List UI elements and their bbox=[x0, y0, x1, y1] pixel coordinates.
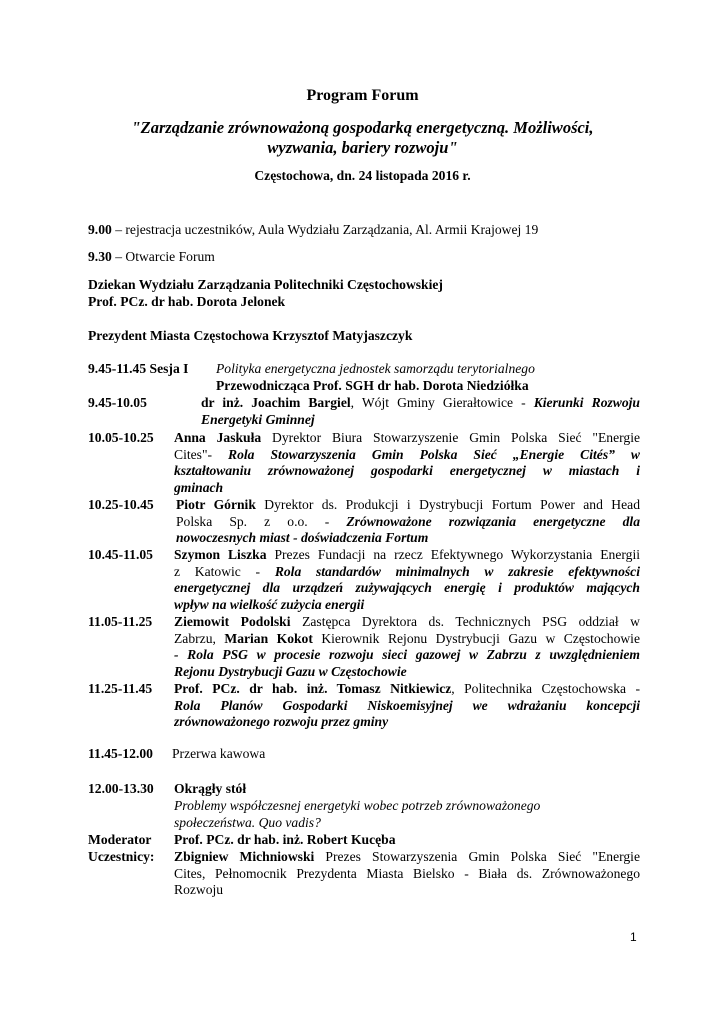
talk-6-time: 11.25-11.45 bbox=[88, 681, 153, 696]
talk-2-time: 10.05-10.25 bbox=[88, 430, 154, 445]
talk-5-line-2 bbox=[174, 631, 640, 648]
talk-title: gminach bbox=[174, 479, 224, 495]
forum-subtitle-line-2: wyzwania, bariery rozwoju" bbox=[267, 138, 458, 157]
talk-2 bbox=[174, 430, 640, 496]
speaker-role: Kierownik Rejonu Dystrybucji Gazu w Częstochowie bbox=[312, 630, 640, 646]
talk-1-time: 9.45-10.05 bbox=[88, 395, 147, 410]
talk-5-line-4 bbox=[174, 664, 640, 681]
participants-line-1 bbox=[174, 849, 640, 866]
participants-line-3 bbox=[174, 882, 640, 899]
opening-text: – Otwarcie Forum bbox=[111, 249, 215, 264]
talk-1-line-2 bbox=[201, 412, 640, 429]
talk-4-line-1 bbox=[174, 547, 640, 564]
talk-title: Zrównoważone rozwiązania energetyczne dla bbox=[346, 513, 640, 529]
speaker-role: Zastępca Dyrektora ds. Technicznych PSG oddział w bbox=[290, 614, 640, 629]
registration-time: 9.00 bbox=[88, 222, 112, 237]
participants-line-2 bbox=[174, 866, 640, 883]
dean-title: Dziekan Wydziału Zarządzania Politechniki Częstochowskiej bbox=[88, 277, 443, 292]
talk-title: Rola Stowarzyszenia Gmin Polska Sieć „Energie Cités” w bbox=[228, 446, 640, 462]
opening-time: 9.30 bbox=[88, 249, 112, 264]
talk-4 bbox=[174, 547, 640, 613]
registration-text: – rejestracja uczestników, Aula Wydziału Zarządzania, Al. Armii Krajowej 19 bbox=[111, 222, 539, 237]
talk-title: kształtowaniu zrównoważonej gospodarki energetycznej w miastach i bbox=[174, 463, 640, 478]
talk-6-line-2 bbox=[174, 698, 640, 715]
talk-title: energetycznej dla urządzeń zużywających energię i produktów mających bbox=[174, 580, 640, 595]
speaker-role: z Katowic - bbox=[174, 563, 275, 579]
talk-5 bbox=[174, 614, 640, 680]
talk-5-line-1 bbox=[174, 614, 640, 631]
participants bbox=[174, 849, 640, 899]
talk-3 bbox=[176, 497, 640, 547]
speaker-role: Dyrektor Biura Stowarzyszenie Gmin Polska Sieć "Energie bbox=[261, 430, 640, 445]
speaker-role: Zabrzu, bbox=[174, 630, 225, 646]
talk-4-line-3 bbox=[174, 580, 640, 597]
talk-4-line-4 bbox=[174, 597, 640, 614]
registration-line bbox=[88, 222, 538, 239]
forum-subtitle-line-1: "Zarządzanie zrównoważoną gospodarką energetyczną. Możliwości, bbox=[131, 118, 594, 137]
roundtable-label: Okrągły stół bbox=[174, 781, 247, 796]
moderator-name: Prof. PCz. dr hab. inż. Robert Kucęba bbox=[174, 832, 396, 847]
talk-title: Rola Planów Gospodarki Niskoemisyjnej we wdrażaniu koncepcji bbox=[174, 697, 640, 713]
moderator-label: Moderator bbox=[88, 832, 152, 847]
speaker-role: Prezes Fundacji na rzecz Efektywnego Wykorzystania Energii bbox=[266, 547, 640, 562]
speaker-role: , Wójt Gminy Gierałtowice - bbox=[350, 395, 534, 410]
talk-5-line-3 bbox=[174, 647, 640, 664]
coffee-time: 11.45-12.00 bbox=[88, 746, 153, 761]
speaker-role: Polska Sp. z o.o. - bbox=[176, 513, 347, 529]
talk-1 bbox=[201, 395, 640, 428]
talk-title: - Rola PSG w procesie rozwoju sieci gazowej w Zabrzu z uwzględnieniem bbox=[174, 647, 640, 662]
speaker-role: Dyrektor ds. Produkcji i Dystrybucji Fortum Power and Head bbox=[255, 497, 640, 512]
talk-2-line-3 bbox=[174, 463, 640, 480]
participant-name: Zbigniew Michniowski bbox=[174, 849, 315, 864]
page-number: 1 bbox=[630, 930, 637, 944]
participants-label: Uczestnicy: bbox=[88, 849, 155, 864]
speaker-name: dr inż. Joachim Bargiel bbox=[201, 395, 351, 410]
roundtable-topic-line-1: Problemy współczesnej energetyki wobec potrzeb zrównoważonego bbox=[174, 798, 541, 813]
coffee-text: Przerwa kawowa bbox=[172, 746, 266, 761]
talk-6-line-3 bbox=[174, 714, 640, 731]
talk-3-line-2 bbox=[176, 514, 640, 531]
opening-line bbox=[88, 249, 215, 266]
roundtable-topic-line-2: społeczeństwa. Quo vadis? bbox=[174, 815, 321, 830]
roundtable-time: 12.00-13.30 bbox=[88, 781, 154, 796]
participant-role: Cites, Pełnomocnik Prezydenta Miasta Bielsko - Biała ds. Zrównoważonego bbox=[174, 865, 640, 881]
session-1-time: 9.45-11.45 Sesja I bbox=[88, 361, 189, 376]
speaker-name: Marian Kokot bbox=[224, 630, 313, 646]
talk-title: Energetyki Gminnej bbox=[201, 411, 315, 427]
speaker-name: Piotr Górnik bbox=[176, 497, 256, 512]
talk-3-line-3 bbox=[176, 530, 640, 547]
talk-6 bbox=[174, 681, 640, 731]
speaker-role: Cites"- bbox=[174, 446, 229, 462]
speaker-name: Prof. PCz. dr hab. inż. Tomasz Nitkiewicz bbox=[174, 681, 452, 696]
talk-title: Kierunki Rozwoju bbox=[533, 395, 640, 410]
forum-date: Częstochowa, dn. 24 listopada 2016 r. bbox=[254, 168, 471, 183]
participant-role: Prezes Stowarzyszenia Gmin Polska Sieć "Energie bbox=[314, 849, 640, 864]
page-title: Program Forum bbox=[306, 87, 419, 104]
talk-4-time: 10.45-11.05 bbox=[88, 547, 153, 562]
talk-6-line-1 bbox=[174, 681, 640, 698]
talk-4-line-2 bbox=[174, 564, 640, 581]
talk-title: zrównoważonego rozwoju przez gminy bbox=[174, 714, 389, 729]
talk-2-line-2 bbox=[174, 447, 640, 464]
talk-2-line-4 bbox=[174, 480, 640, 497]
session-1-topic: Polityka energetyczna jednostek samorządu terytorialnego bbox=[216, 361, 535, 376]
talk-title: Rola standardów minimalnych w zakresie efektywności bbox=[274, 563, 640, 579]
talk-title: Rejonu Dystrybucji Gazu w Częstochowie bbox=[174, 663, 407, 679]
talk-title: wpływ na wielkość zużycia energii bbox=[174, 596, 365, 612]
speaker-name: Anna Jaskuła bbox=[174, 430, 262, 445]
speaker-role: , Politechnika Częstochowska - bbox=[451, 681, 640, 696]
participant-role: Rozwoju bbox=[174, 882, 224, 897]
talk-3-time: 10.25-10.45 bbox=[88, 497, 154, 512]
talk-5-time: 11.05-11.25 bbox=[88, 614, 153, 629]
talk-2-line-1 bbox=[174, 430, 640, 447]
talk-3-line-1 bbox=[176, 497, 640, 514]
speaker-name: Ziemowit Podolski bbox=[174, 614, 291, 629]
talk-1-line-1 bbox=[201, 395, 640, 412]
dean-name: Prof. PCz. dr hab. Dorota Jelonek bbox=[88, 294, 286, 309]
session-1-chair: Przewodnicząca Prof. SGH dr hab. Dorota Niedziółka bbox=[216, 378, 529, 393]
mayor-line: Prezydent Miasta Częstochowa Krzysztof Matyjaszczyk bbox=[88, 328, 413, 343]
talk-title: nowoczesnych miast - doświadczenia Fortum bbox=[176, 530, 429, 545]
speaker-name: Szymon Liszka bbox=[174, 547, 267, 562]
